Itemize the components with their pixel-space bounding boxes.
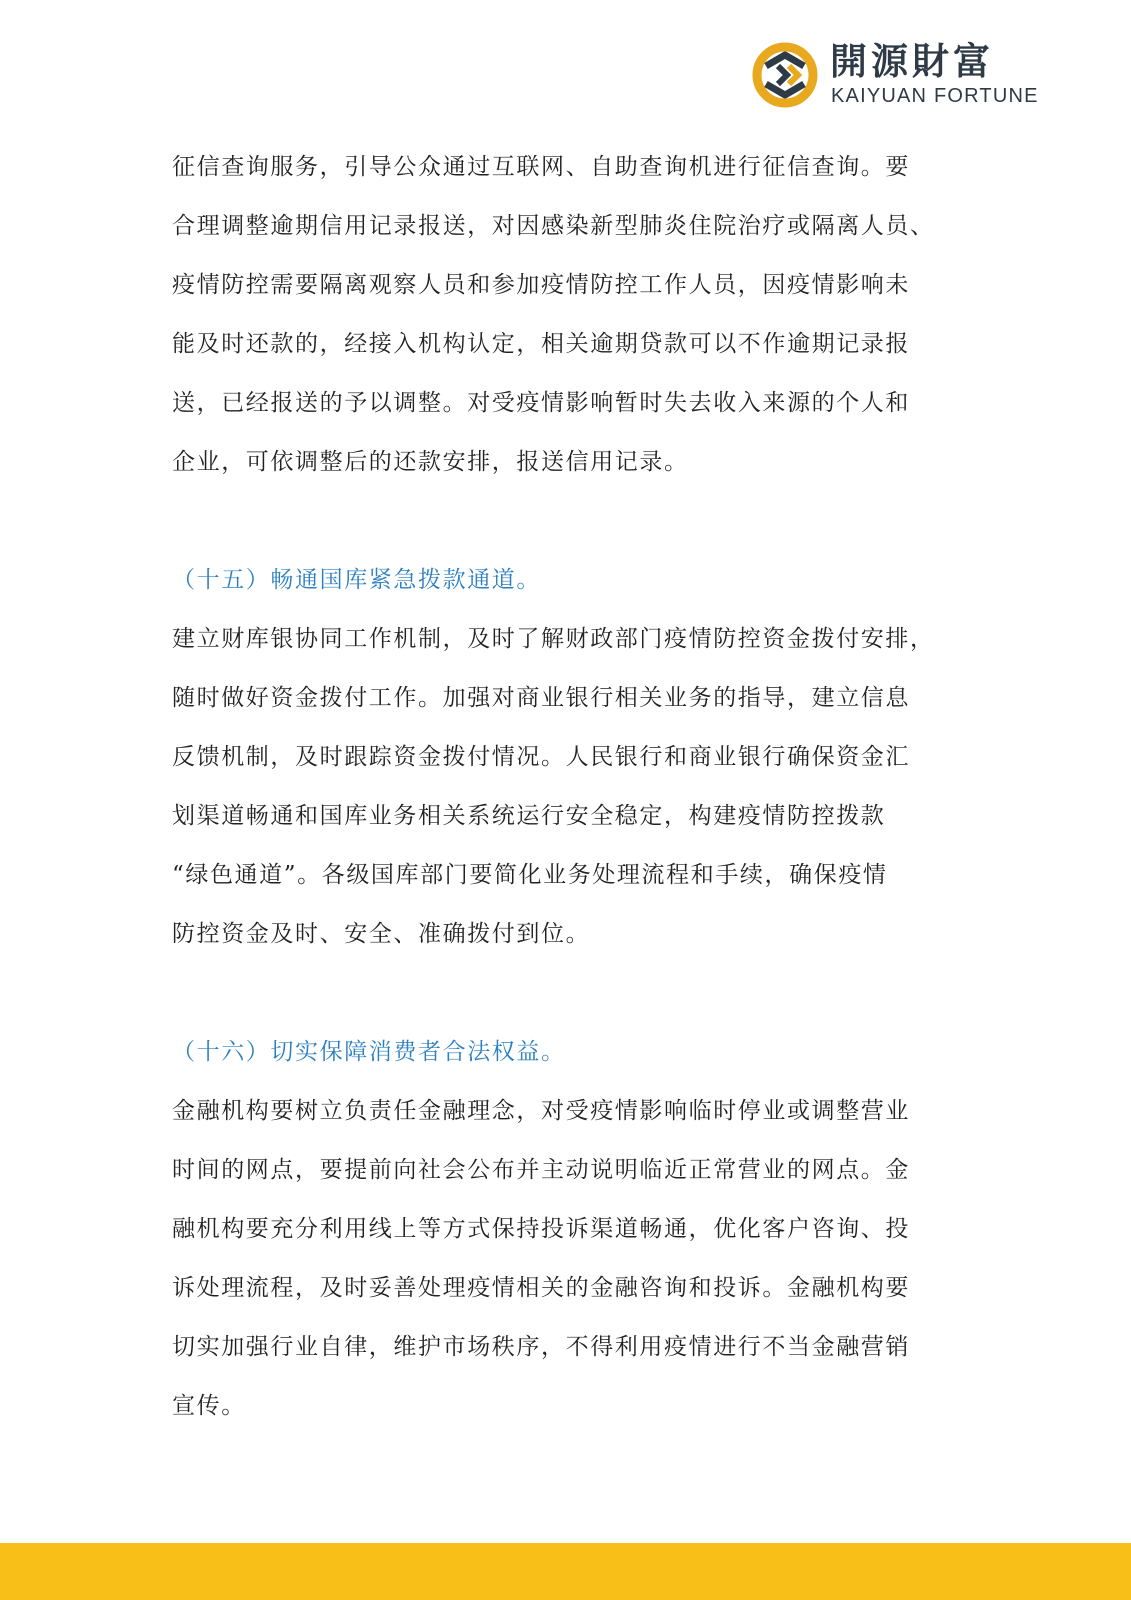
section-16-heading: （十六）切实保障消费者合法权益。 [172,1039,566,1065]
kaiyuan-logo-icon [752,42,818,108]
footer-bar [0,1543,1131,1600]
brand-name-cn: 開源財富 [830,40,994,83]
document-body [172,138,972,1436]
spacer [172,964,972,1023]
section-15-heading: （十五）畅通国库紧急拨款通道。 [172,567,541,593]
section-15-paragraph: 建立财库银协同工作机制，及时了解财政部门疫情防控资金拨付安排， 随时做好资金拨付工作。加强对商业银行相关业务的指导，建立信息 反馈机制，及时跟踪资金拨付情况。人民银行和商业银行确保资金汇 划渠道畅通和国库业务相关系统运行安全稳定，构建疫情防控拨款 “绿色通道”。各级国库部门要简化业务处理流程和手续，确保疫情 防控资金及时、安全、准确拨付到位。 [172,626,935,947]
spacer [172,492,972,551]
section-16-paragraph: 金融机构要树立负责任金融理念，对受疫情影响临时停业或调整营业 时间的网点，要提前向社会公布并主动说明临近正常营业的网点。金 融机构要充分利用线上等方式保持投诉渠道畅通，优化客户咨询、投 诉处理流程，及时妥善处理疫情相关的金融咨询和投诉。金融机构要 切实加强行业自律，维护市场秩序，不得利用疫情进行不当金融营销 宣传。 [172,1098,910,1419]
brand-logo [752,40,1052,110]
intro-paragraph: 征信查询服务，引导公众通过互联网、自助查询机进行征信查询。要 合理调整逾期信用记录报送，对因感染新型肺炎住院治疗或隔离人员、 疫情防控需要隔离观察人员和参加疫情防控工作人员，因疫情影响未 能及时还款的，经接入机构认定，相关逾期贷款可以不作逾期记录报 送，已经报送的予以调整。对受疫情影响暂时失去收入来源的个人和 企业，可依调整后的还款安排，报送信用记录。 [172,154,935,475]
brand-name-en: KAIYUAN FORTUNE [831,85,1039,107]
